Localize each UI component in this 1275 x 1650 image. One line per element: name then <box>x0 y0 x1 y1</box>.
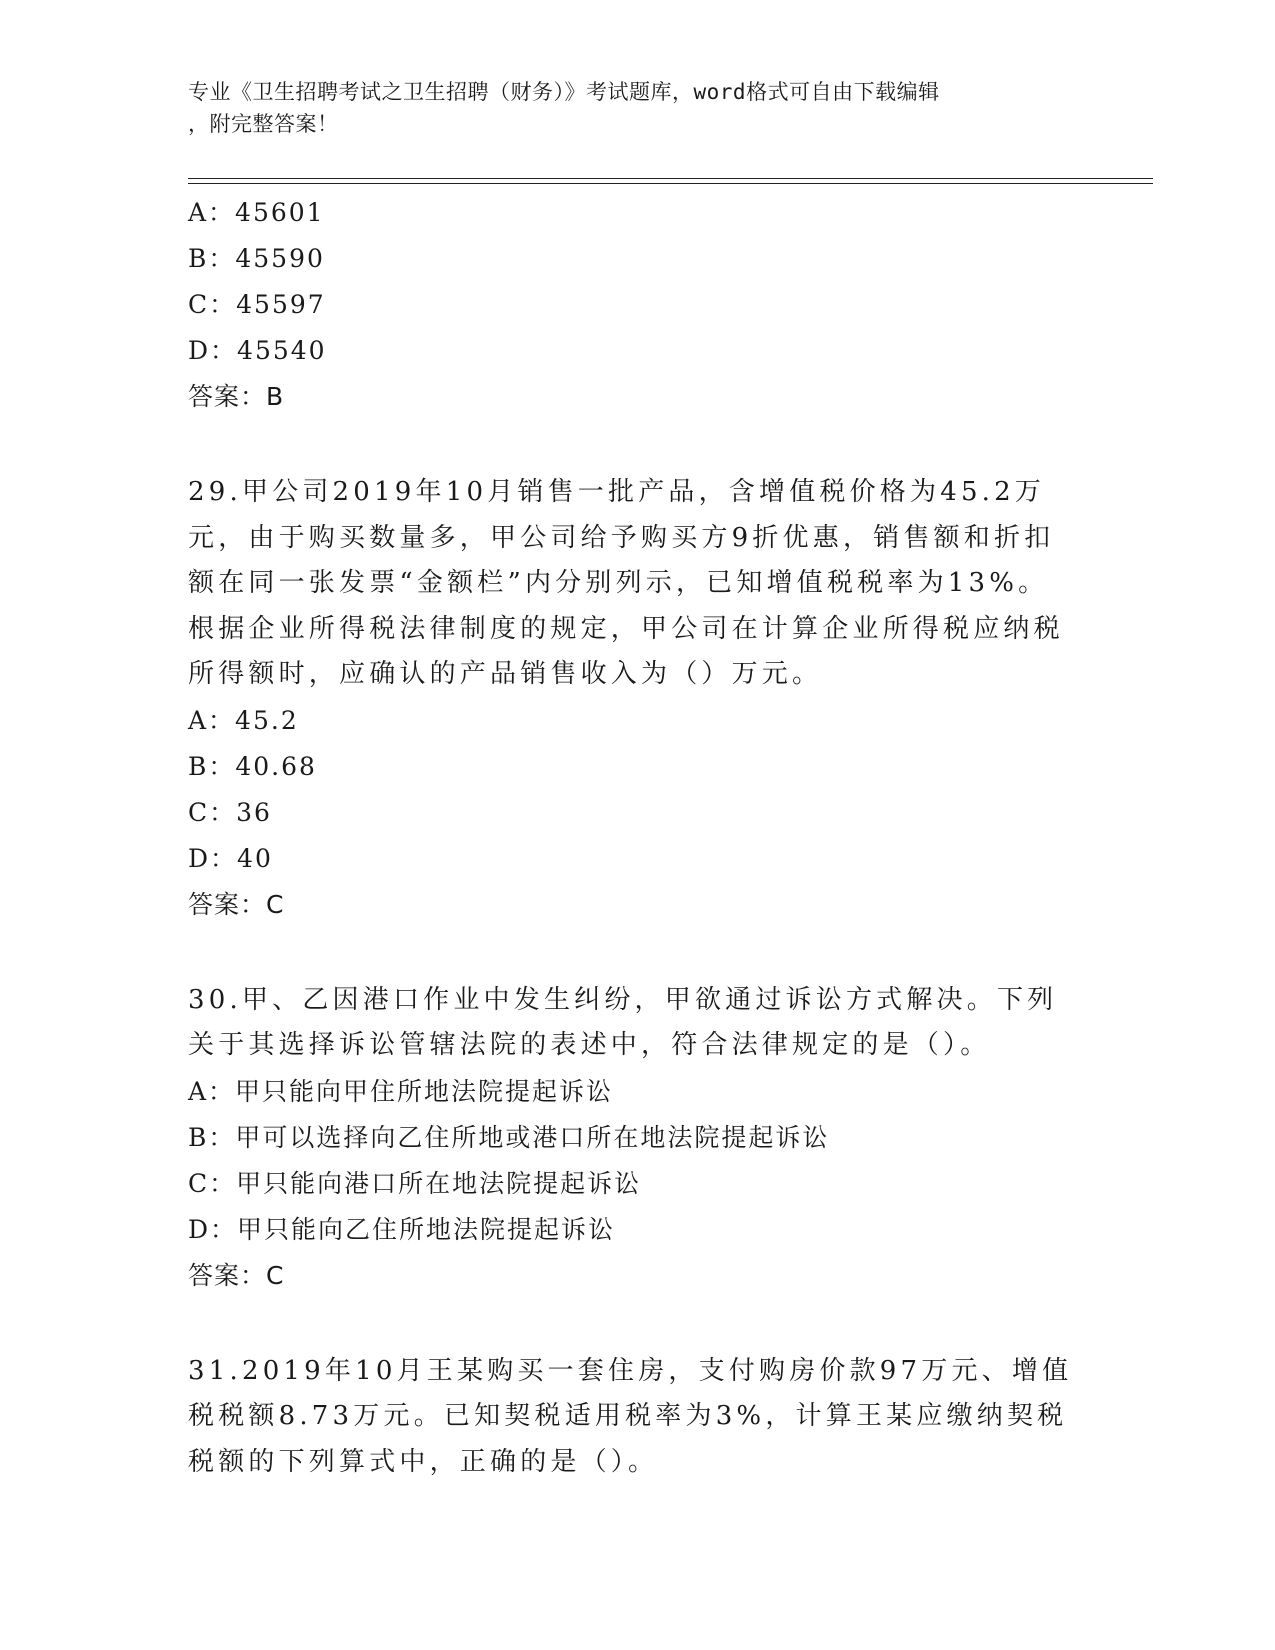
answer-label: 答案：B <box>188 382 285 411</box>
option-c: C：45597 <box>188 290 326 319</box>
exam-content <box>188 190 1088 1485</box>
option-b: B：45590 <box>188 244 325 273</box>
header-divider-bottom <box>188 183 1153 184</box>
option-d: D：45540 <box>188 336 327 365</box>
header-line-1: 专业《卫生招聘考试之卫生招聘（财务）》考试题库，word格式可自由下载编辑 <box>188 80 940 104</box>
question-text: 29.甲公司2019年10月销售一批产品，含增值税价格为45.2万元，由于购买数量多，甲公司给予购买方9折优惠，销售额和折扣额在同一张发票“金额栏”内分别列示，已知增值税税率为13%。根据企业所得税法律制度的规定，甲公司在计算企业所得税应纳税所得额时，应确认的产品销售收入为（）万元。 <box>188 477 1064 689</box>
option-b: B：甲可以选择向乙住所地或港口所在地法院提起诉讼 <box>188 1122 830 1152</box>
header-divider-top <box>188 178 1153 179</box>
option-c: C：36 <box>188 797 272 827</box>
answer-label: 答案：C <box>188 889 285 919</box>
option-a: A：甲只能向甲住所地法院提起诉讼 <box>188 1076 614 1106</box>
answer-label: 答案：C <box>188 1260 285 1290</box>
question-30-block <box>188 978 1088 1299</box>
question-text: 30.甲、乙因港口作业中发生纠纷，甲欲通过诉讼方式解决。下列关于其选择诉讼管辖法院的表述中，符合法律规定的是（）。 <box>188 984 1058 1060</box>
header-line-2: ，附完整答案！ <box>188 112 339 136</box>
option-a: A：45.2 <box>188 705 299 735</box>
option-c: C：甲只能向港口所在地法院提起诉讼 <box>188 1168 642 1198</box>
option-d: D：40 <box>188 843 273 873</box>
option-a: A：45601 <box>188 198 325 227</box>
question-31-block <box>188 1349 1088 1486</box>
document-header <box>188 76 1088 140</box>
question-text: 31.2019年10月王某购买一套住房，支付购房价款97万元、增值税税额8.73万元。已知契税适用税率为3%，计算王某应缴纳契税税额的下列算式中，正确的是（）。 <box>188 1355 1073 1477</box>
prev-question-block <box>188 190 1088 420</box>
question-29-block <box>188 470 1088 928</box>
option-b: B：40.68 <box>188 751 317 781</box>
option-d: D：甲只能向乙住所地法院提起诉讼 <box>188 1214 616 1244</box>
